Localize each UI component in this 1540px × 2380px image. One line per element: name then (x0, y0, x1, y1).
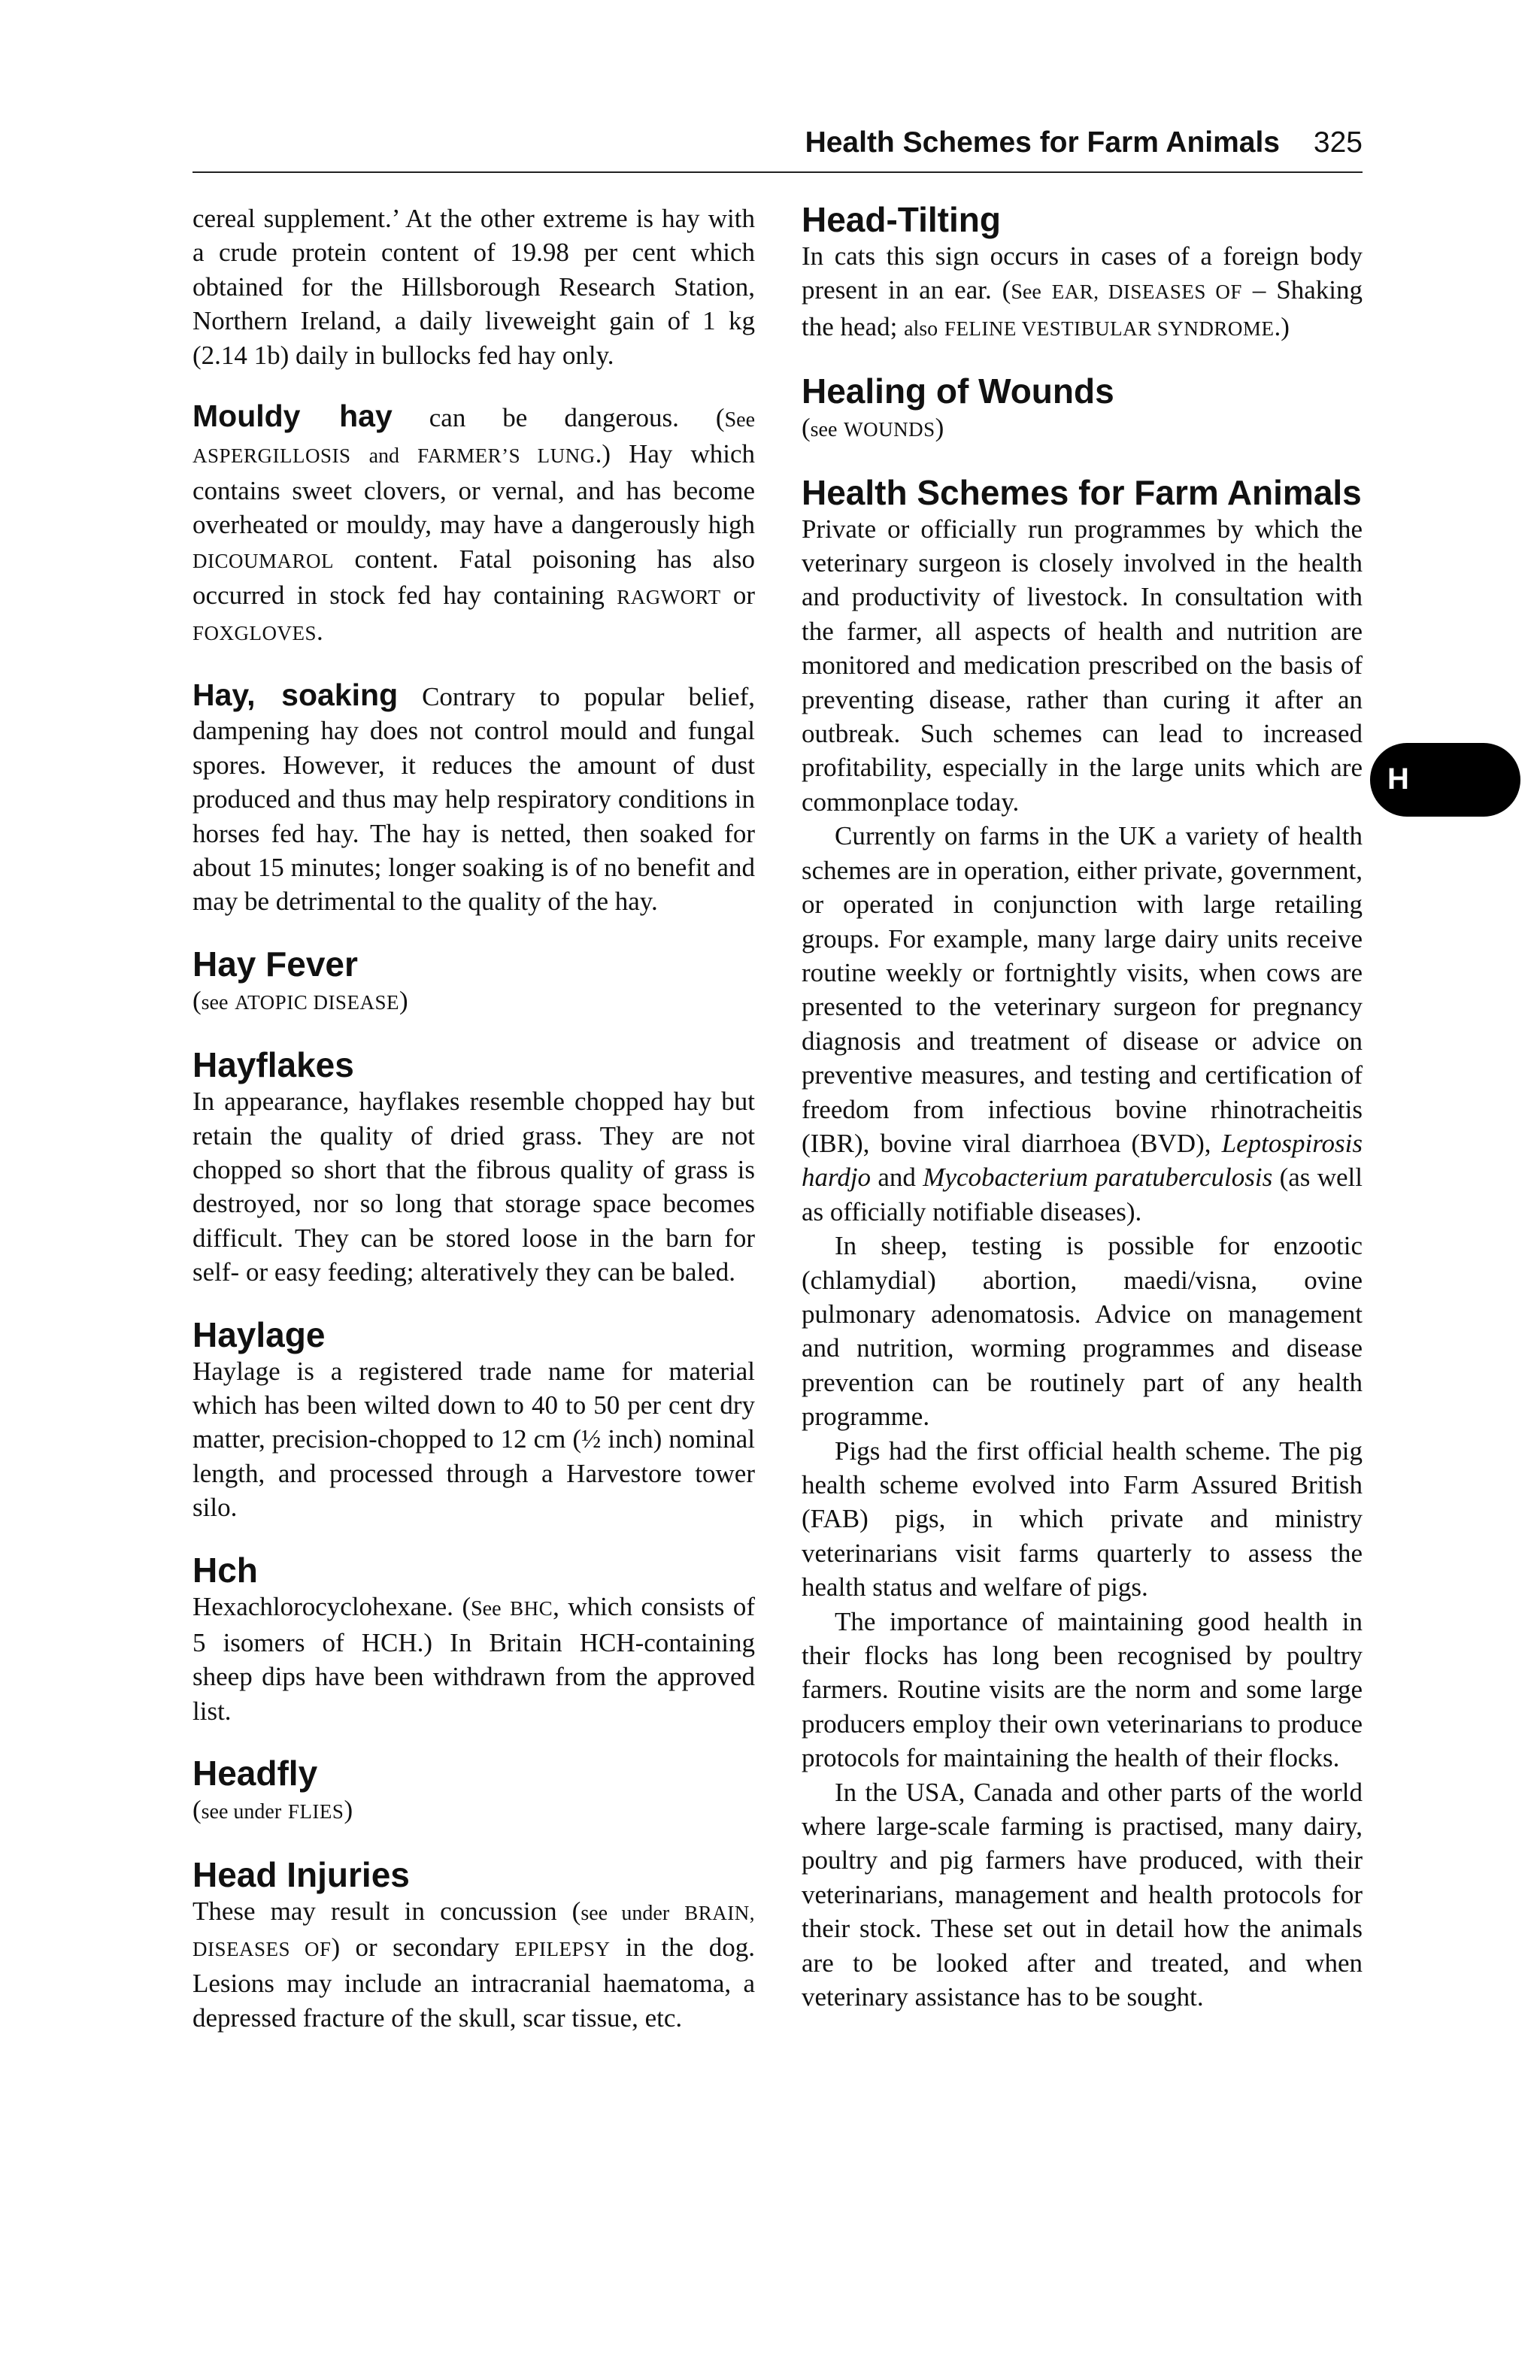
cross-reference: ASPERGILLOSIS (192, 444, 351, 468)
cross-reference: EAR, DISEASES OF (1051, 280, 1242, 304)
left-column (192, 202, 755, 2035)
entry-hayflakes (192, 1047, 755, 1289)
running-head-title: Health Schemes for Farm Animals (805, 126, 1280, 159)
cross-reference: FLIES (287, 1800, 344, 1824)
entry-hch (192, 1552, 755, 1729)
cross-reference: ATOPIC DISEASE (235, 990, 399, 1014)
runin-heading: Mouldy hay (192, 399, 393, 434)
entry-body: (see under FLIES) (192, 1795, 353, 1825)
cross-reference: EPILEPSY (514, 1938, 611, 1961)
page-number: 325 (1313, 126, 1363, 159)
cross-reference: BHC (510, 1596, 553, 1620)
cross-reference: FARMER’S LUNG (417, 444, 596, 468)
entry-paragraph: In sheep, testing is possible for enzootic (chlamydial) abortion, maedi/visna, ovine pulmonary adenomatosis. Advice on management and nutrition, worming programmes and disease prevention can be routinely part of any health programme. (802, 1231, 1363, 1432)
entry-heading: Haylage (192, 1314, 326, 1354)
entry-heading: Hch (192, 1550, 258, 1590)
cross-reference: FELINE VESTIBULAR SYNDROME (944, 317, 1275, 340)
cross-reference: BRAIN, DISEASES OF (192, 1901, 755, 1961)
entry-paragraph: Private or officially run programmes by which the veterinary surgeon is closely involved in the health and productivity of livestock. In consultation with the farmer, all aspects of health and nutrition are monitored and medication prescribed on the basis of preventing disease, rather than curing it after an outbreak. Such schemes can lead to increased profitability, especially in the large units which are commonplace today. (802, 514, 1363, 817)
entry-paragraph: In the USA, Canada and other parts of the world where large-scale farming is practised, many dairy, poultry and pig farmers have produced, with their veterinarians, management and health protocols for their stock. These set out in detail how the animals are to be looked after and treated, and when veterinary assistance has to be sought. (802, 1777, 1363, 2012)
cross-reference: RAGWORT (617, 586, 721, 609)
runin-heading: Hay, soaking (192, 677, 399, 712)
cross-reference: DICOUMAROL (192, 549, 335, 572)
entry-head-injuries (192, 1854, 755, 2036)
entry-heading: Head Injuries (192, 1854, 410, 1894)
right-column (802, 202, 1363, 2015)
entry-paragraph: The importance of maintaining good health in their flocks has long been recognised by poultry farmers. Routine visits are the norm and some large producers employ their own veterinarians to produce protocols for maintaining the health of their flocks. (802, 1606, 1363, 1773)
entry-heading: Head-Tilting (802, 200, 1001, 239)
entry-health-schemes (802, 474, 1363, 2015)
entry-heading: Healing of Wounds (802, 371, 1114, 411)
running-header (192, 123, 1363, 168)
entry-head-tilting (802, 202, 1363, 346)
entry-body: Hexachlorocyclohexane. (See BHC, which consists of 5 isomers of HCH.) In Britain HCH-containing sheep dips have been withdrawn from the approved list. (192, 1591, 756, 1726)
entry-body: Hay, soaking Contrary to popular belief, dampening hay does not control mould and fungal spores. However, it reduces the amount of dust produced and thus may help respiratory conditions in horses fed hay. The hay is netted, then soaked for about 15 minutes; longer soaking is of no benefit and may be detrimental to the quality of the hay. (192, 677, 755, 917)
entry-heading: Headfly (192, 1754, 318, 1793)
entry-healing-of-wounds (802, 373, 1363, 447)
entry-haylage (192, 1314, 755, 1525)
entry-mouldy-hay (192, 399, 755, 651)
entry-body: In appearance, hayflakes resemble chopped hay but retain the quality of dried grass. They are not chopped so short that the fibrous quality of grass is destroyed, nor so long that storage space becomes difficult. They can be stored loose in the barn for self- or easy feeding; alteratively they can be baled. (192, 1087, 755, 1287)
entry-cereal-continuation (192, 202, 755, 372)
entry-body: In cats this sign occurs in cases of a foreign body present in an ear. (See EAR, DISEASES OF – Shaking the head; also FELINE VESTIBULAR SYNDROME.) (802, 241, 1363, 341)
entry-body: Haylage is a registered trade name for material which has been wilted down to 40 to 50 per cent dry matter, precision-chopped to 12 cm (½ inch) nominal length, and processed through a Harvestore tower silo. (192, 1356, 755, 1523)
entry-heading: Hay Fever (192, 944, 358, 984)
entry-body: cereal supplement.’ At the other extreme is hay with a crude protein content of 19.98 per cent which obtained for the Hillsborough Research Station, Northern Ireland, a daily liveweight gain of 1 kg (2.14 1b) daily in bullocks fed hay only. (192, 204, 755, 370)
entry-heading: Hayflakes (192, 1045, 354, 1085)
entry-hay-fever (192, 946, 755, 1020)
entry-body: These may result in concussion (see under BRAIN, DISEASES OF) or secondary EPILEPSY in the dog. Lesions may include an intracranial haematoma, a depressed fracture of the skull, scar tissue, etc. (192, 1896, 755, 2033)
entry-paragraph: Pigs had the first official health scheme. The pig health scheme evolved into Farm Assured British (FAB) pigs, in which private and ministry veterinarians visit farms quarterly to assess the health status and welfare of pigs. (802, 1436, 1363, 1602)
entry-heading: Health Schemes for Farm Animals (802, 472, 1362, 512)
entry-paragraph: Currently on farms in the UK a variety of health schemes are in operation, either private, government, or operated in conjunction with large retailing groups. For example, many large dairy units receive routine weekly or fortnightly visits, when cows are presented to the veterinary surgeon for pregnancy diagnosis and treatment of disease or advice on preventive measures, and testing and certification of freedom from infectious bovine rhinotracheitis (IBR), bovine viral diarrhoea (BVD), Leptospirosis hardjo and Mycobacterium paratuberculosis (as well as officially notifiable diseases). (802, 821, 1363, 1226)
cross-reference: WOUNDS (844, 418, 935, 441)
entry-body: (see ATOPIC DISEASE) (192, 985, 408, 1015)
entry-headfly (192, 1755, 755, 1829)
entry-body: (see WOUNDS) (802, 413, 944, 443)
cross-reference: FOXGLOVES (192, 622, 317, 645)
entry-hay-soaking (192, 678, 755, 919)
thumb-index-letter: H (1387, 763, 1409, 796)
entry-body: Mouldy hay can be dangerous. (See ASPERGILLOSIS and FARMER’S LUNG.) Hay which contains sweet clovers, or vernal, and has become overheated or mouldy, may have a dangerously high DICOUMAROL content. Fatal poisoning has also occurred in stock fed hay containing RAGWORT or FOXGLOVES. (192, 399, 756, 647)
header-rule (192, 171, 1363, 173)
